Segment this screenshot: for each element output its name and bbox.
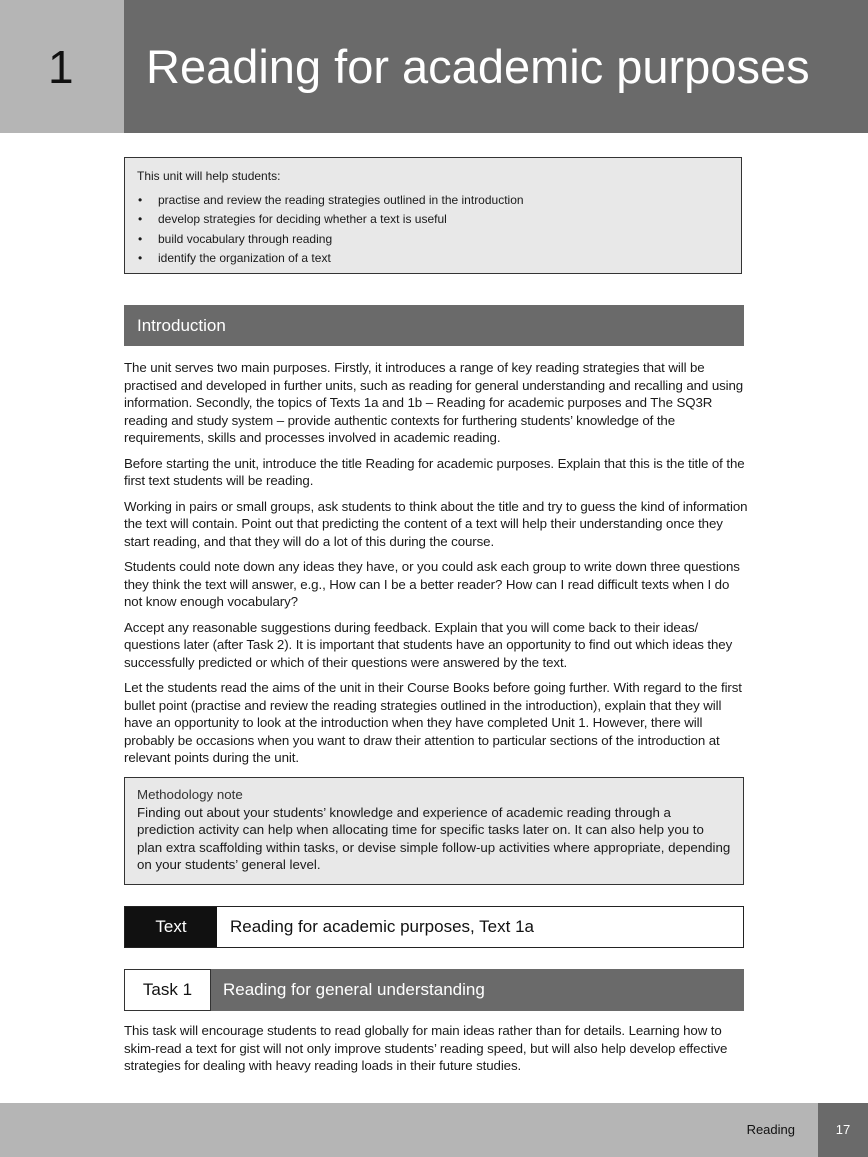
unit-title-block xyxy=(124,0,868,133)
footer-section-label: Reading xyxy=(746,1122,795,1137)
page-footer xyxy=(0,1103,868,1157)
objective-item: • develop strategies for deciding whether a text is useful xyxy=(137,210,729,230)
body-paragraph: Let the students read the aims of the unit in their Course Books before going further. With regard to the first bullet point (practise and review the reading strategies outlined in the introduction), explain that they will have an opportunity to look at the introduction when they have completed Unit 1. However, there will probably be occasions when you want to draw their attention to particular sections of the introduction at relevant points during the unit. xyxy=(124,680,742,765)
objective-item: • build vocabulary through reading xyxy=(137,230,729,250)
introduction-heading: Introduction xyxy=(124,305,744,346)
objective-item: • practise and review the reading strategies outlined in the introduction xyxy=(137,191,729,211)
task-paragraph: This task will encourage students to read globally for main ideas rather than for details. Learning how to skim-read a text for gist will not only improve students’ reading speed, but will also help develop effective strategies for dealing with heavy reading loads in their future studies. xyxy=(124,1023,728,1073)
body-paragraph: Students could note down any ideas they have, or you could ask each group to write down three questions they think the text will answer, e.g., How can I be a better reader? How can I read difficult texts when I do not know enough vocabulary? xyxy=(124,559,740,609)
introduction-body xyxy=(124,359,750,775)
unit-title: Reading for academic purposes xyxy=(146,40,810,93)
methodology-note-box xyxy=(124,777,744,885)
body-paragraph: Accept any reasonable suggestions during feedback. Explain that you will come back to their ideas/ questions later (after Task 2). It is important that students have an opportunity to find out which ideas they successfully predicted or which of their questions were answered by the text. xyxy=(124,619,733,670)
task-section-bar xyxy=(124,969,744,1011)
methodology-note-title: Methodology note xyxy=(137,787,243,802)
text-label: Text xyxy=(125,907,217,947)
text-title: Reading for academic purposes, Text 1a xyxy=(230,917,534,936)
body-paragraph: Before starting the unit, introduce the title Reading for academic purposes. Explain that this is the title of the first text students will be reading. xyxy=(124,455,745,488)
task-description xyxy=(124,1022,750,1075)
body-paragraph: Working in pairs or small groups, ask students to think about the title and try to guess the kind of information the text will contain. Point out that predicting the content of a text will help their understanding once they start reading, and that they will do a lot of this during the course. xyxy=(124,498,748,549)
page-number: 17 xyxy=(818,1103,868,1157)
text-section-bar xyxy=(124,906,744,948)
objectives-list xyxy=(137,191,729,269)
body-paragraph: The unit serves two main purposes. Firstly, it introduces a range of key reading strategies that will be practised and developed in further units, such as reading for general understanding and recalling and using information. Secondly, the topics of Texts 1a and 1b – Reading for academic purposes and The SQ3R reading and study system – provide authentic contexts for furthering students’ knowledge of the requirements, skills and processes involved in academic reading. xyxy=(124,360,744,445)
unit-number: 1 xyxy=(48,41,74,93)
objective-item: • identify the organization of a text xyxy=(137,249,729,269)
task-label: Task 1 xyxy=(124,969,211,1011)
task-title: Reading for general understanding xyxy=(211,969,744,1011)
unit-number-block xyxy=(0,0,124,133)
methodology-note-text: Finding out about your students’ knowledge and experience of academic reading through a prediction activity can help when allocating time for specific tasks later on. It can also help you to plan extra scaffolding within tasks, or devise simple follow-up activities where appropriate, depending on your students’ general level. xyxy=(137,804,731,872)
unit-objectives-box xyxy=(124,157,742,274)
objectives-intro: This unit will help students: xyxy=(137,169,281,183)
